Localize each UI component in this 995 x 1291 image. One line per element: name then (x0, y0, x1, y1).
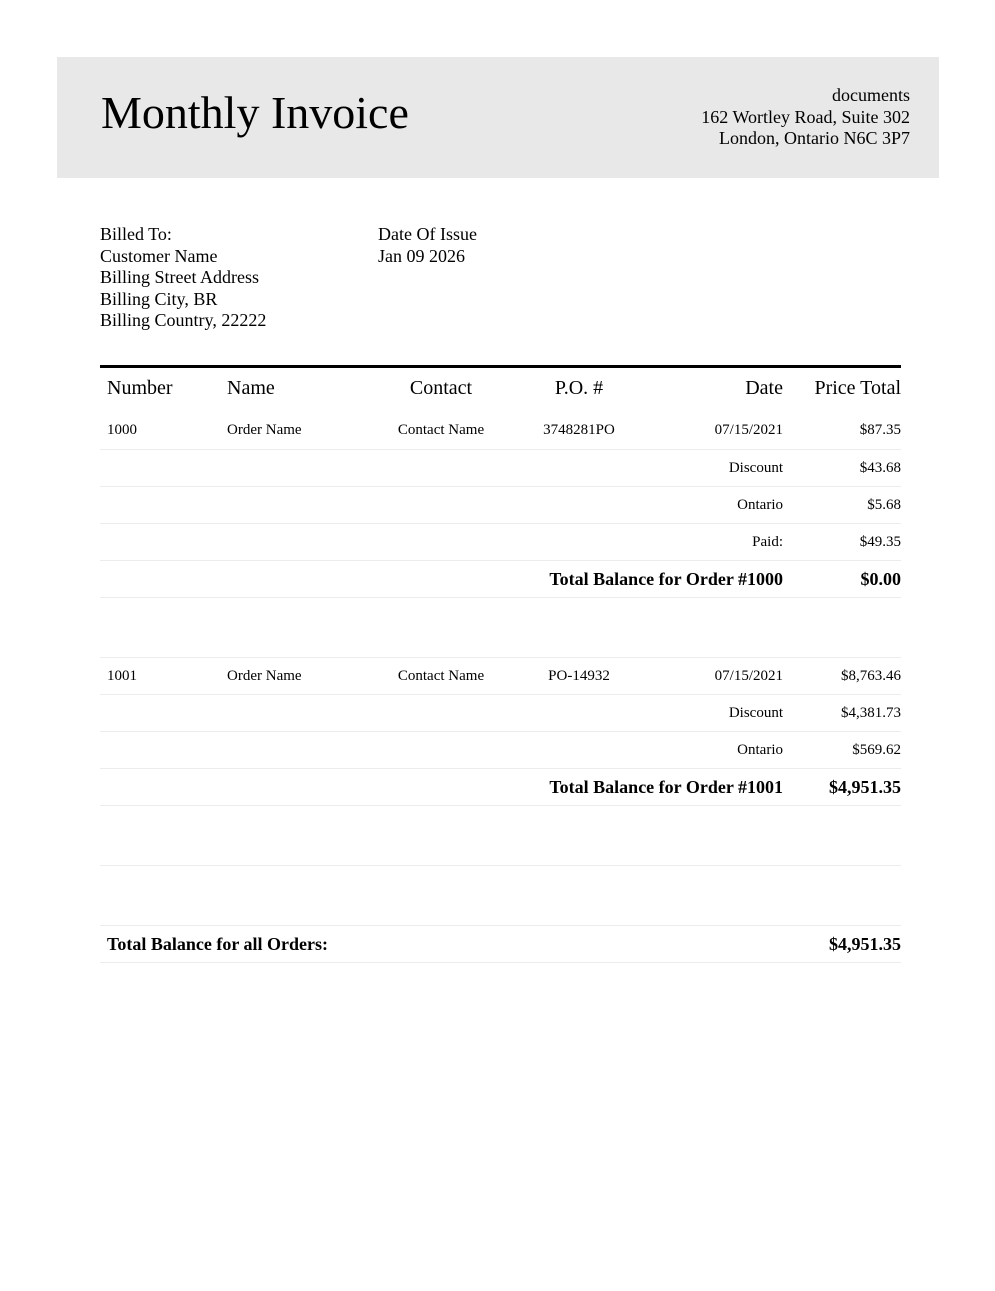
table-row (100, 412, 901, 450)
order-total-row (100, 561, 901, 598)
paid-label: Paid: (669, 524, 783, 561)
table-row (100, 487, 901, 524)
column-header-number: Number (100, 367, 227, 413)
column-header-date: Date (669, 367, 783, 413)
order-total-row (100, 769, 901, 806)
date-of-issue-block (378, 224, 477, 267)
grand-total-label: Total Balance for all Orders: (100, 926, 783, 963)
table-row (100, 695, 901, 732)
billing-street: Billing Street Address (100, 267, 259, 287)
company-name: documents (832, 85, 910, 105)
table-row (100, 732, 901, 769)
tax-value: $569.62 (783, 732, 901, 769)
tax-label: Ontario (669, 487, 783, 524)
order-date: 07/15/2021 (669, 412, 783, 450)
company-address (701, 85, 910, 150)
billed-to-label: Billed To: (100, 224, 172, 244)
company-address-line2: London, Ontario N6C 3P7 (719, 128, 910, 148)
company-address-line1: 162 Wortley Road, Suite 302 (701, 106, 910, 127)
discount-label: Discount (669, 695, 783, 732)
table-row (100, 450, 901, 487)
tax-value: $5.68 (783, 487, 901, 524)
order-total-value: $0.00 (783, 561, 901, 598)
customer-name: Customer Name (100, 245, 218, 266)
column-header-contact: Contact (393, 367, 489, 413)
table-row (100, 524, 901, 561)
invoice-table (100, 365, 901, 963)
order-po: PO-14932 (489, 658, 669, 695)
order-name: Order Name (227, 658, 393, 695)
order-price: $8,763.46 (783, 658, 901, 695)
order-total-label: Total Balance for Order #1000 (100, 561, 783, 598)
billing-country: Billing Country, 22222 (100, 310, 267, 330)
order-number: 1001 (100, 658, 227, 695)
grand-total-value: $4,951.35 (783, 926, 901, 963)
date-of-issue-label: Date Of Issue (378, 224, 477, 244)
billed-to-block (100, 224, 266, 332)
column-header-price-total: Price Total (783, 367, 901, 413)
paid-value: $49.35 (783, 524, 901, 561)
spacer-row (100, 866, 901, 926)
order-contact: Contact Name (393, 412, 489, 450)
spacer-row (100, 598, 901, 658)
order-name: Order Name (227, 412, 393, 450)
invoice-header (57, 57, 939, 178)
discount-value: $43.68 (783, 450, 901, 487)
order-number: 1000 (100, 412, 227, 450)
tax-label: Ontario (669, 732, 783, 769)
billing-city: Billing City, BR (100, 288, 218, 309)
column-header-po: P.O. # (489, 367, 669, 413)
table-row (100, 658, 901, 695)
order-po: 3748281PO (489, 412, 669, 450)
order-contact: Contact Name (393, 658, 489, 695)
discount-label: Discount (669, 450, 783, 487)
spacer-row (100, 806, 901, 866)
table-header-row (100, 367, 901, 413)
page-title: Monthly Invoice (101, 87, 409, 138)
order-date: 07/15/2021 (669, 658, 783, 695)
order-price: $87.35 (783, 412, 901, 450)
order-total-value: $4,951.35 (783, 769, 901, 806)
column-header-name: Name (227, 367, 393, 413)
order-total-label: Total Balance for Order #1001 (100, 769, 783, 806)
date-of-issue-value: Jan 09 2026 (378, 245, 465, 266)
discount-value: $4,381.73 (783, 695, 901, 732)
grand-total-row (100, 926, 901, 963)
